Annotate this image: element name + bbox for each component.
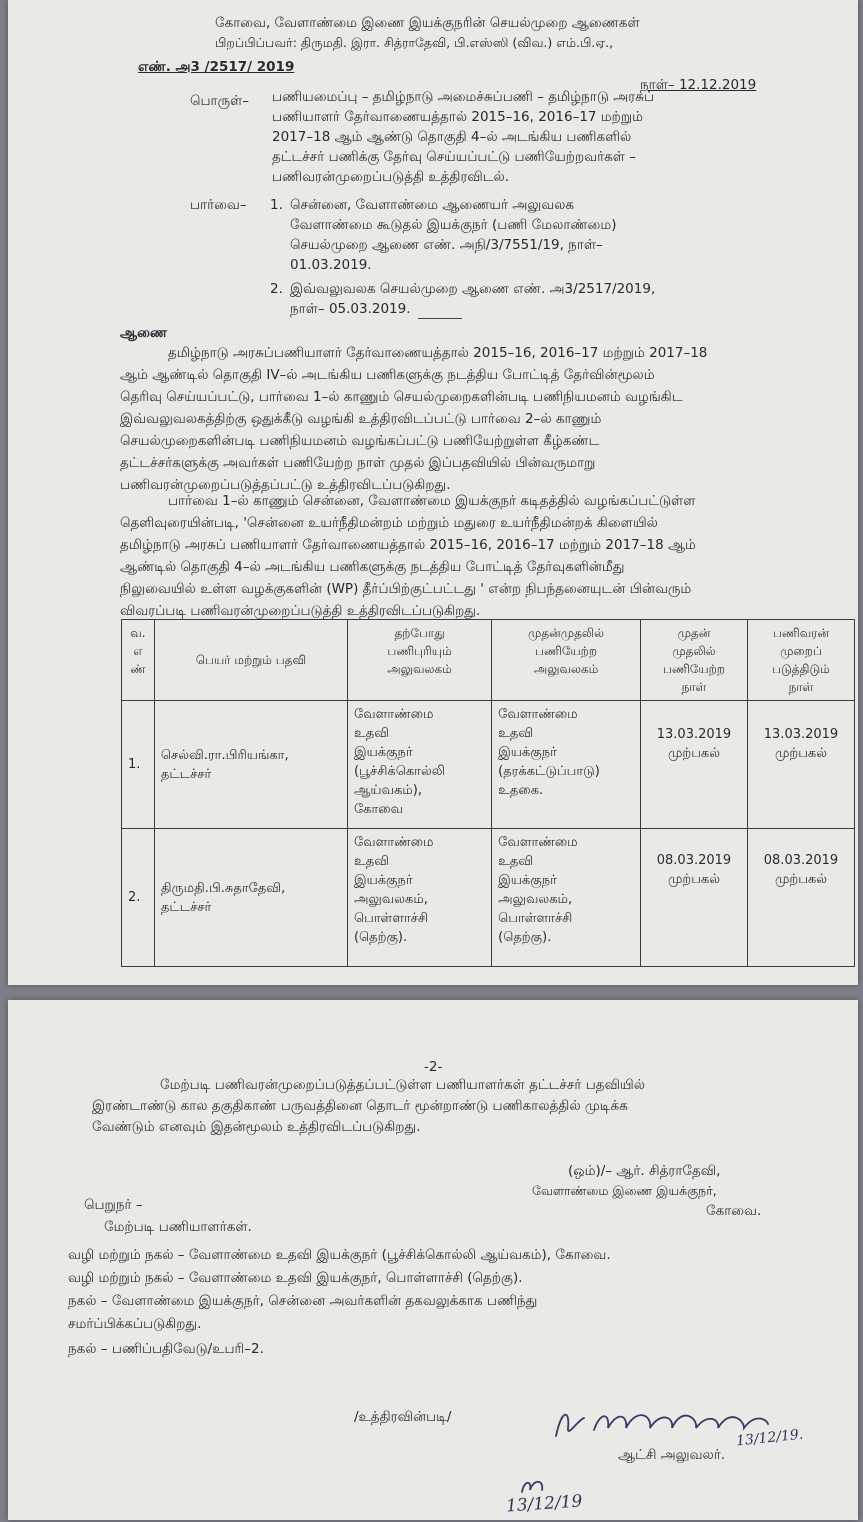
reference-2-line: நாள்– 05.03.2019. [290,301,411,317]
separator-line [418,318,462,319]
header-line-2: பிறப்பிப்பவர்: திருமதி. இரா. சித்ராதேவி, பி.எஸ்ஸி (விவ.) எம்.பி.ஏ., [215,35,614,50]
copy-line: நகல் – பணிப்பதிவேடு/உபரி–2. [68,1341,264,1357]
first-office-cell: வேளாண்மை உதவி இயக்குநர் (தரக்கட்டுப்பாடு) உதகை. [492,701,641,829]
officer-title: ஆட்சி அலுவலர். [618,1447,726,1463]
paragraph-line: தட்டச்சர்களுக்கு அவர்கள் பணியேற்ற நாள் முதல் இப்பதவியில் பின்வருமாறு [120,455,596,471]
handwritten-date: 13/12/19. [735,1426,804,1450]
paragraph-line: ஆண்டில் தொகுதி 4–ல் அடங்கிய பணிகளுக்கு நடத்திய போட்டித் தேர்வுகளின்மீது [120,559,625,575]
page-one [8,0,858,985]
name-cell: செல்வி.ரா.பிரியங்கா, தட்டச்சர் [154,701,347,829]
paragraph-line: தமிழ்நாடு அரசுப் பணியாளர் தேர்வாணையத்தால் 2015–16, 2016–17 மற்றும் 2017–18 ஆம் [120,537,696,553]
recipient-label: பெறுநர் – [84,1197,143,1213]
by-order-text: /உத்திரவின்படி/ [354,1409,452,1425]
table-row [122,829,855,967]
copy-line: சமர்ப்பிக்கப்படுகிறது. [68,1316,202,1332]
subject-line: பணியாளர் தேர்வாணையத்தால் 2015–16, 2016–17 மற்றும் [272,109,643,125]
paragraph-line: ஆம் ஆண்டில் தொகுதி IV–ல் அடங்கிய பணிகளுக்கு நடத்திய போட்டித் தேர்வின்மூலம் [120,367,655,383]
paragraph-line: விவரப்படி பணிவரன்முறைப்படுத்தி உத்திரவிடப்படுகிறது. [120,603,481,619]
table-header-row [122,620,855,701]
signed-by-line: கோவை. [706,1203,762,1219]
paragraph-line: பார்வை 1–ல் காணும் சென்னை, வேளாண்மை இயக்குநர் கடிதத்தில் வழங்கப்பட்டுள்ள [168,493,696,509]
reference-1-number: 1. [270,197,283,213]
first-office-cell: வேளாண்மை உதவி இயக்குநர் அலுவலகம், பொள்ளாச்சி (தெற்கு). [492,829,641,967]
reference-1-line: சென்னை, வேளாண்மை ஆணையர் அலுவலக [290,197,574,213]
reference-2-number: 2. [270,281,283,297]
column-header-serial: வ. எ ண் [122,620,155,701]
current-office-cell: வேளாண்மை உதவி இயக்குநர் அலுவலகம், பொள்ளாச்சி (தெற்கு). [347,829,491,967]
column-header-regularisation-date: பணிவரன் முறைப் படுத்திடும் நாள் [747,620,854,701]
page-number: -2- [424,1059,443,1075]
order-label: ஆணை [120,325,168,341]
paragraph-line: பணிவரன்முறைப்படுத்தப்பட்டு உத்திரவிடப்படுகிறது. [120,477,451,493]
subject-label: பொருள்– [190,93,250,109]
closing-paragraph-line: இரண்டாண்டு கால தகுதிகாண் பருவத்தினை தொடர் மூன்றாண்டு பணிகாலத்தில் முடிக்க [92,1098,628,1114]
paragraph-line: தெரிவு செய்யப்பட்டு, பார்வை 1–ல் காணும் செயல்முறைகளின்படி பணிநியமனம் வழங்கிட [120,389,683,405]
joining-date-cell: 13.03.2019 முற்பகல் [640,701,747,829]
regularisation-date-cell: 08.03.2019 முற்பகல் [747,829,854,967]
current-office-cell: வேளாண்மை உதவி இயக்குநர் (பூச்சிக்கொல்லி ஆய்வகம்), கோவை [347,701,491,829]
initials-date: 13/12/19 [505,1491,583,1517]
copy-line: நகல் – வேளாண்மை இயக்குநர், சென்னை அவர்களின் தகவலுக்காக பணிந்து [68,1293,538,1309]
subject-line: பணியமைப்பு – தமிழ்நாடு அமைச்சுப்பணி – தமிழ்நாடு அரசுப் [272,89,655,105]
reference-2-line: இவ்வலுவலக செயல்முறை ஆணை எண். அ3/2517/2019, [290,281,656,297]
recipient: மேற்படி பணியாளர்கள். [104,1219,252,1235]
column-header-joining-date: முதன் முதலில் பணியேற்ற நாள் [640,620,747,701]
subject-line: 2017–18 ஆம் ஆண்டு தொகுதி 4–ல் அடங்கிய பணிகளில் [272,129,632,145]
subject-line: பணிவரன்முறைப்படுத்தி உத்திரவிடல். [272,169,510,185]
name-cell: திருமதி.பி.சுதாதேவி, தட்டச்சர் [154,829,347,967]
reference-1-line: 01.03.2019. [290,257,372,273]
references-label: பார்வை– [190,197,247,213]
serial-cell: 2. [122,829,155,967]
paragraph-line: தெளிவுரையின்படி, 'சென்னை உயர்நீதிமன்றம் மற்றும் மதுரை உயர்நீதிமன்றக் கிளையில் [120,515,658,531]
regularisation-table [121,619,855,967]
header-line-1: கோவை, வேளாண்மை இணை இயக்குநரின் செயல்முறை ஆணைகள் [215,15,640,31]
subject-line: தட்டச்சர் பணிக்கு தேர்வு செய்யப்பட்டு பணியேற்றவர்கள் – [272,149,636,165]
reference-number: எண். அ3 /2517/ 2019 [138,59,295,75]
paragraph-line: செயல்முறைகளின்படி பணிநியமனம் வழங்கப்பட்டு பணியேற்றுள்ள கீழ்கண்ட [120,433,600,449]
signed-by-line: வேளாண்மை இணை இயக்குநர், [532,1183,717,1198]
initials-stroke [522,1482,542,1492]
reference-1-line: வேளாண்மை கூடுதல் இயக்குநர் (பணி மேலாண்மை) [290,217,617,233]
copy-line: வழி மற்றும் நகல் – வேளாண்மை உதவி இயக்குநர், பொள்ளாச்சி (தெற்கு). [68,1270,523,1286]
column-header-name: பெயர் மற்றும் பதவி [154,620,347,701]
signed-by-line: (ஒம்)/– ஆர். சித்ராதேவி, [568,1163,721,1179]
closing-paragraph-line: மேற்படி பணிவரன்முறைப்படுத்தப்பட்டுள்ள பணியாளர்கள் தட்டச்சர் பதவியில் [160,1077,645,1093]
closing-paragraph-line: வேண்டும் எனவும் இதன்மூலம் உத்திரவிடப்படுகிறது. [92,1119,421,1135]
column-header-first-office: முதன்முதலில் பணியேற்ற அலுவலகம் [492,620,641,701]
regularisation-date-cell: 13.03.2019 முற்பகல் [747,701,854,829]
joining-date-cell: 08.03.2019 முற்பகல் [640,829,747,967]
reference-1-line: செயல்முறை ஆணை எண். அநி/3/7551/19, நாள்– [290,237,603,253]
table-row [122,701,855,829]
page-two [8,1000,858,1520]
serial-cell: 1. [122,701,155,829]
paragraph-line: நிலுவையில் உள்ள வழக்குகளின் (WP) தீர்ப்பிற்குட்பட்டது ' என்ற நிபந்தனையுடன் பின்வரும் [120,581,692,597]
order-date: நாள்– 12.12.2019 [640,77,757,93]
paragraph-line: தமிழ்நாடு அரசுப்பணியாளர் தேர்வாணையத்தால் 2015–16, 2016–17 மற்றும் 2017–18 [168,345,708,361]
column-header-current-office: தற்போது பணிபுரியும் அலுவலகம் [347,620,491,701]
paragraph-line: இவ்வலுவலகத்திற்கு ஒதுக்கீடு வழங்கி உத்திரவிடப்பட்டு பார்வை 2–ல் காணும் [120,411,602,427]
copy-line: வழி மற்றும் நகல் – வேளாண்மை உதவி இயக்குநர் (பூச்சிக்கொல்லி ஆய்வகம்), கோவை. [68,1247,611,1263]
